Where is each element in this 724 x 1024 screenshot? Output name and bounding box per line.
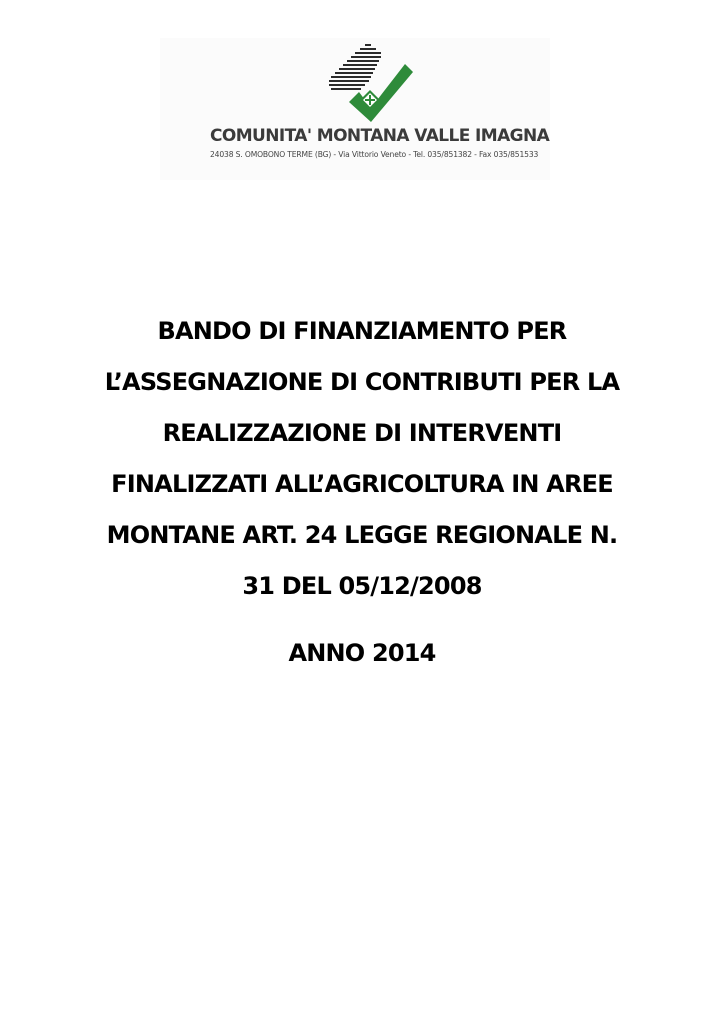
title-line: BANDO DI FINANZIAMENTO PER — [157, 317, 567, 345]
title-line: L’ASSEGNAZIONE DI CONTRIBUTI PER LA — [104, 368, 620, 396]
title-line: REALIZZAZIONE DI INTERVENTI — [162, 419, 562, 447]
title-line: MONTANE ART. 24 LEGGE REGIONALE N. — [106, 521, 618, 549]
organization-address: 24038 S. OMOBONO TERME (BG) - Via Vittorio Veneto - Tel. 035/851382 - Fax 035/851533 — [210, 150, 539, 159]
letterhead — [160, 38, 550, 180]
title-line: 31 DEL 05/12/2008 — [242, 572, 482, 600]
organization-name: COMUNITA' MONTANA VALLE IMAGNA — [210, 126, 550, 146]
document-title — [60, 306, 664, 612]
mountain-checkmark-logo-icon — [327, 42, 417, 124]
document-year: ANNO 2014 — [288, 639, 436, 667]
title-line: FINALIZZATI ALL’AGRICOLTURA IN AREE — [111, 470, 613, 498]
